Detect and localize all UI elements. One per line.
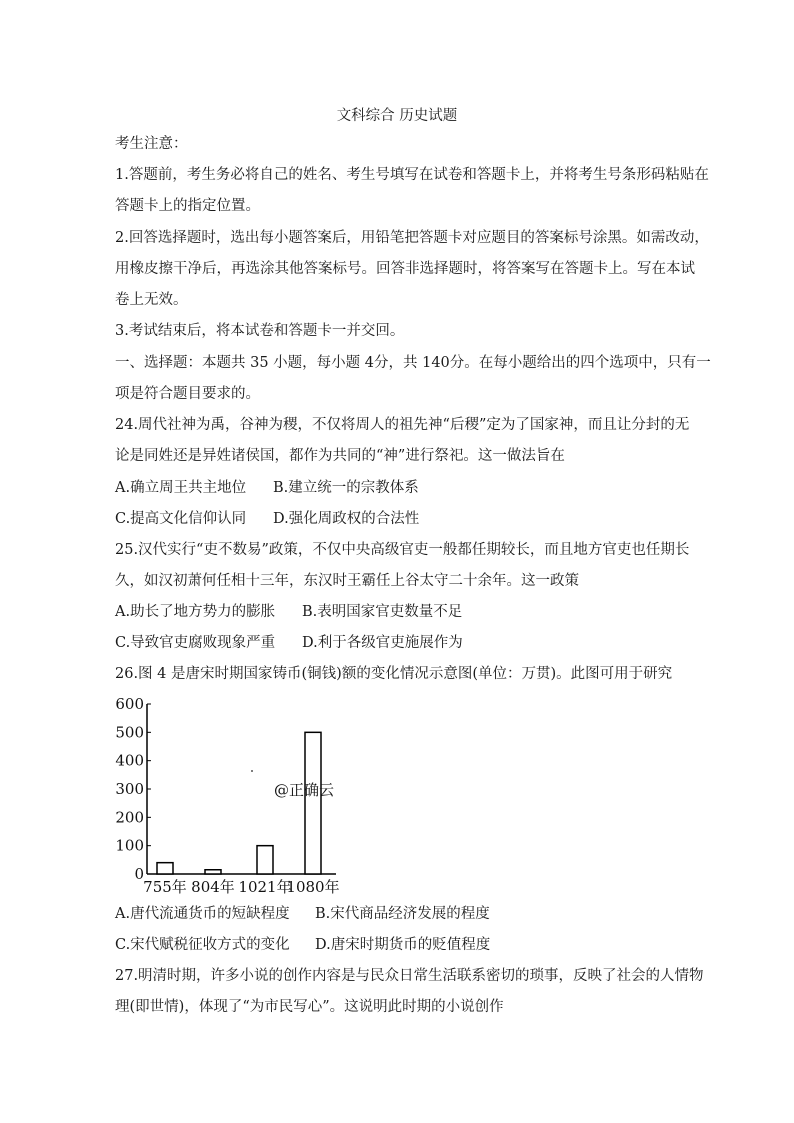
- q24-option-b: B.建立统一的宗教体系: [273, 480, 419, 496]
- q24-stem-line-2: 论是同姓还是异姓诸侯国，都作为共同的“神”进行祭祀。这一做法旨在: [115, 448, 565, 464]
- y-tick-label-600: 600: [115, 695, 144, 713]
- notice-item-2-line-3: 卷上无效。: [115, 292, 188, 308]
- q25-stem-line-2: 久，如汉初萧何任相十三年，东汉时王霸任上谷太守二十余年。这一政策: [115, 573, 579, 589]
- q25-option-c: C.导致官吏腐败现象严重: [115, 635, 276, 651]
- bar-755年: [157, 863, 173, 874]
- q26-option-a: A.唐代流通货币的短缺程度: [115, 906, 290, 922]
- y-tick-label-100: 100: [115, 836, 144, 855]
- notice-heading: 考生注意：: [115, 136, 188, 152]
- notice-item-1-line-1: 1.答题前，考生务必将自己的姓名、考生号填写在试卷和答题卡上，并将考生号条形码粘贴在: [115, 167, 709, 183]
- q26-option-c: C.宋代赋税征收方式的变化: [115, 937, 290, 953]
- y-tick-label-300: 300: [115, 780, 144, 798]
- section-heading-line-1: 一、选择题：本题共 35 小题，每小题 4分，共 140分。在每小题给出的四个选项中，只有一: [115, 355, 711, 371]
- q26-option-b: B.宋代商品经济发展的程度: [315, 906, 490, 922]
- bar-1021年: [257, 846, 273, 874]
- bar-1080年: [305, 732, 321, 874]
- notice-item-2-line-1: 2.回答选择题时，选出每小题答案后，用铅笔把答题卡对应题目的答案标号涂黑。如需改动，: [115, 230, 709, 246]
- notice-item-1-line-2: 答题卡上的指定位置。: [115, 198, 260, 214]
- x-tick-label-1080年: 1080年: [286, 878, 340, 896]
- mint-volume-bar-chart: [110, 690, 350, 900]
- page-title: 文科综合 历史试题: [336, 108, 458, 124]
- x-tick-label-804年: 804年: [191, 878, 235, 896]
- q25-option-d: D.利于各级官吏施展作为: [302, 635, 463, 651]
- y-tick-label-500: 500: [115, 723, 144, 742]
- q26-stem-line-1: 26.图 4 是唐宋时期国家铸币(铜钱)额的变化情况示意图(单位：万贯)。此图可用于研究: [115, 666, 673, 682]
- q27-stem-line-2: 理(即世情)，体现了“为市民写心”。这说明此时期的小说创作: [115, 999, 504, 1015]
- chart-speck: [251, 770, 253, 772]
- q24-option-d: D.强化周政权的合法性: [273, 511, 420, 527]
- q24-option-a: A.确立周王共主地位: [115, 480, 247, 496]
- x-tick-label-1021年: 1021年: [238, 878, 292, 896]
- section-heading-line-2: 项是符合题目要求的。: [115, 386, 260, 402]
- notice-item-2-line-2: 用橡皮擦干净后，再选涂其他答案标号。回答非选择题时，将答案写在答题卡上。写在本试: [115, 261, 695, 277]
- y-tick-label-200: 200: [115, 808, 144, 827]
- q25-option-a: A.助长了地方势力的膨胀: [115, 604, 276, 620]
- x-tick-label-755年: 755年: [143, 878, 187, 896]
- y-tick-label-0: 0: [134, 865, 144, 883]
- y-tick-label-400: 400: [115, 751, 144, 770]
- bar-804年: [205, 870, 221, 874]
- q25-stem-line-1: 25.汉代实行“吏不数易”政策，不仅中央高级官吏一般都任期较长，而且地方官吏也任期长: [115, 542, 690, 558]
- q25-option-b: B.表明国家官吏数量不足: [302, 604, 463, 620]
- chart-watermark: @正确云: [274, 781, 335, 799]
- q27-stem-line-1: 27.明清时期，许多小说的创作内容是与民众日常生活联系密切的琐事，反映了社会的人情物: [115, 968, 704, 984]
- notice-item-3-line-1: 3.考试结束后，将本试卷和答题卡一并交回。: [115, 323, 405, 339]
- q26-option-d: D.唐宋时期货币的贬值程度: [315, 937, 491, 953]
- q24-stem-line-1: 24.周代社神为禹，谷神为稷，不仅将周人的祖先神“后稷”定为了国家神，而且让分封的无: [115, 417, 690, 433]
- q24-option-c: C.提高文化信仰认同: [115, 511, 247, 527]
